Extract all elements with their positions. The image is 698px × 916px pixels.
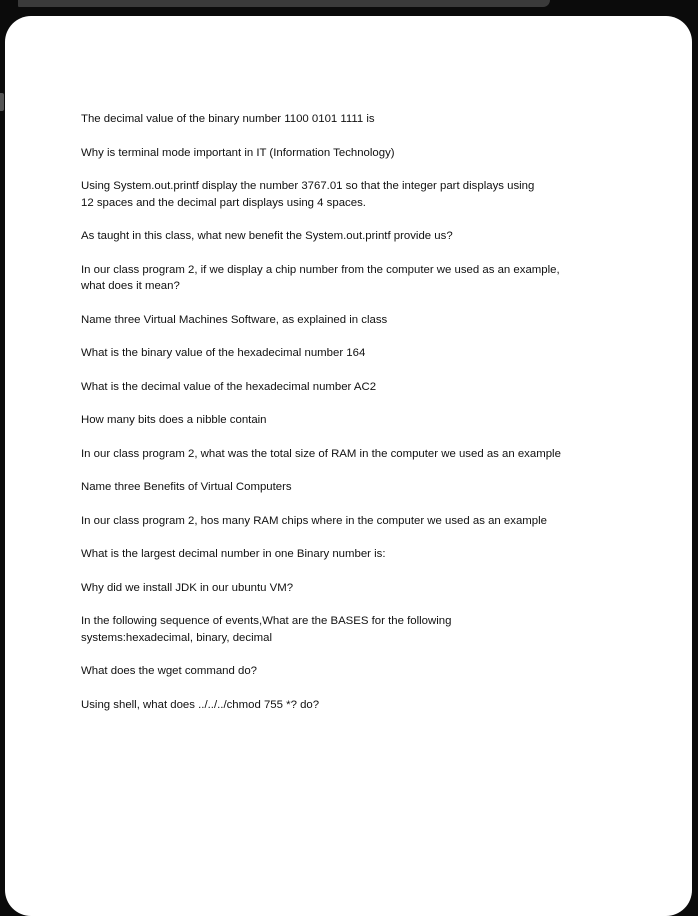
document-page	[5, 16, 692, 916]
question-item: How many bits does a nibble contain	[81, 414, 267, 426]
question-item: The decimal value of the binary number 1100 0101 1111 is	[81, 113, 375, 125]
question-item: Using shell, what does ../../../chmod 755 *? do?	[81, 698, 320, 711]
question-item: Why did we install JDK in our ubuntu VM?	[81, 581, 294, 594]
question-item: In our class program 2, hos many RAM chips where in the computer we used as an example	[81, 514, 547, 527]
question-item: In our class program 2, if we display a chip number from the computer we used as an example, what does it mean?	[81, 263, 560, 292]
question-item: Name three Virtual Machines Software, as explained in class	[81, 313, 388, 326]
question-list	[81, 93, 621, 713]
question-item: Name three Benefits of Virtual Computers	[81, 481, 292, 493]
question-item: What is the largest decimal number in one Binary number is:	[81, 548, 386, 560]
question-item: Using System.out.printf display the number 3767.01 so that the integer part displays using 12 spaces and the decimal part displays using 4 spaces.	[81, 180, 535, 209]
question-item: In the following sequence of events,What are the BASES for the following systems:hexadecimal, binary, decimal	[81, 615, 452, 644]
question-item: As taught in this class, what new benefit the System.out.printf provide us?	[81, 230, 453, 242]
top-window-bar	[18, 0, 550, 7]
question-item: What is the binary value of the hexadecimal number 164	[81, 347, 366, 359]
left-edge-tab	[0, 93, 4, 111]
question-item: Why is terminal mode important in IT (Information Technology)	[81, 146, 395, 159]
question-item: What is the decimal value of the hexadecimal number AC2	[81, 380, 377, 393]
question-item: In our class program 2, what was the total size of RAM in the computer we used as an example	[81, 447, 561, 460]
question-item: What does the wget command do?	[81, 665, 258, 677]
